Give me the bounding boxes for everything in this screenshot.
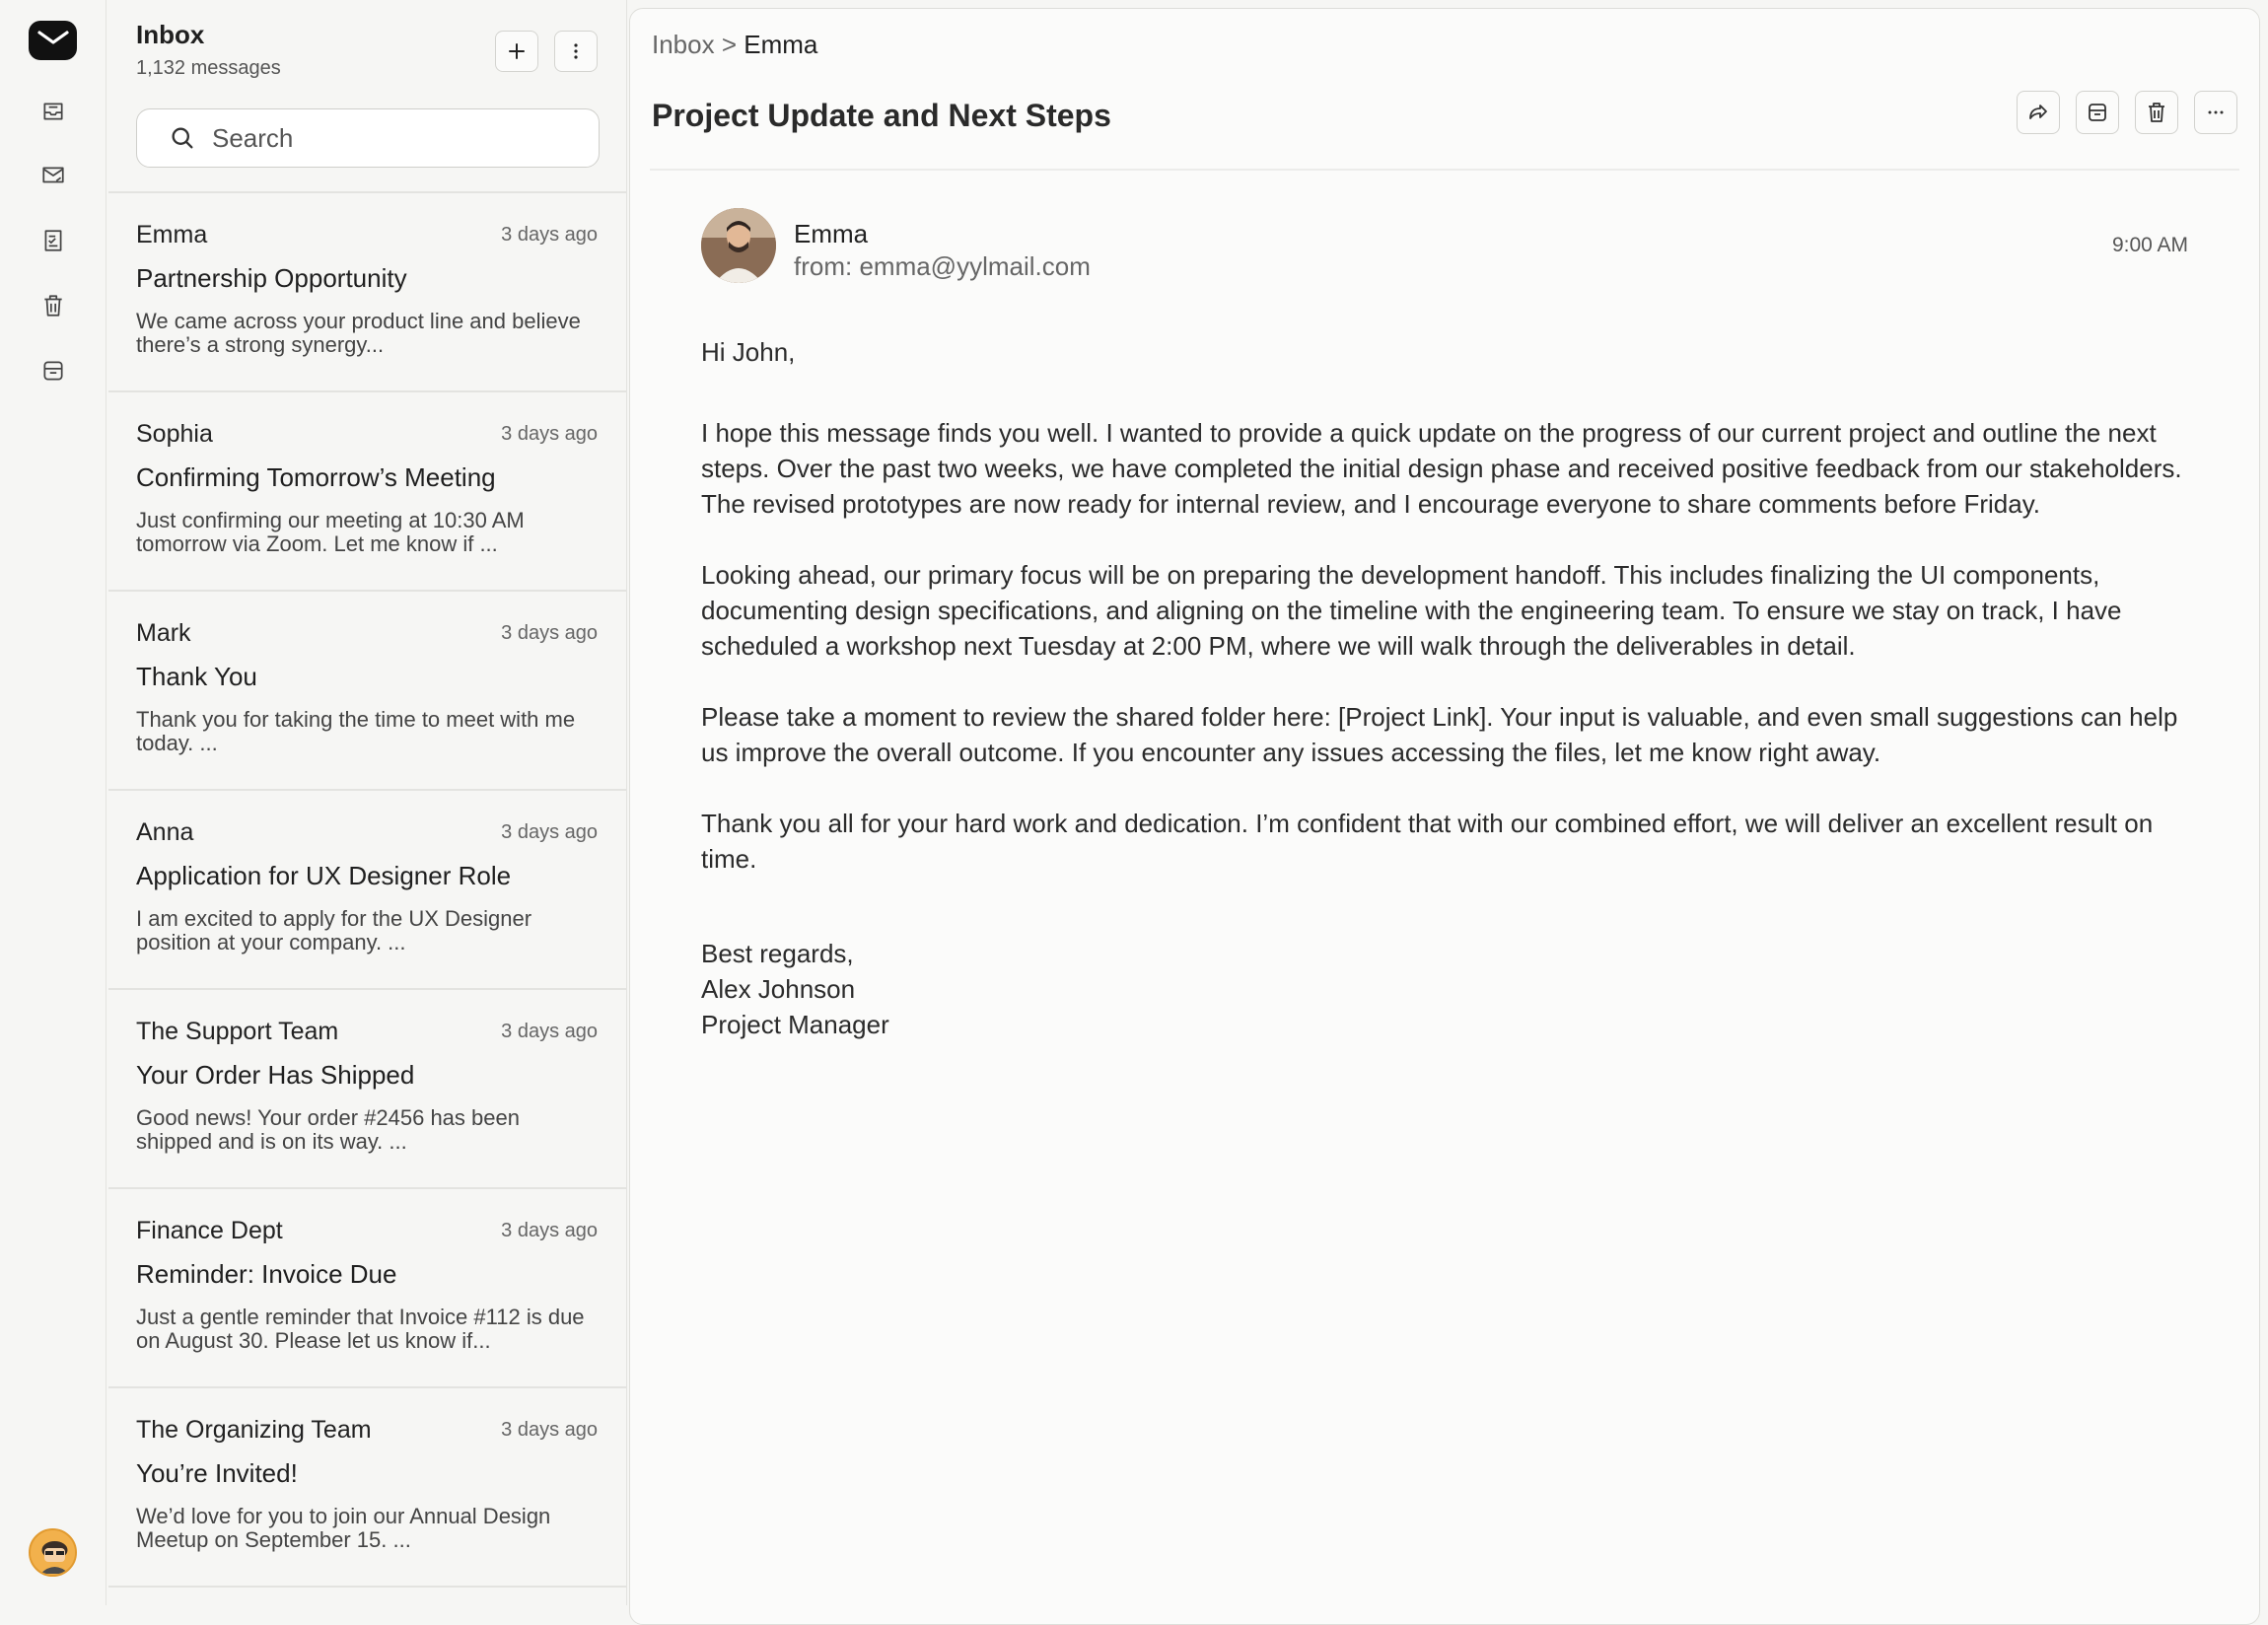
trash-icon: [2145, 101, 2168, 124]
signature-name: Alex Johnson: [701, 974, 856, 1004]
item-subject: Your Order Has Shipped: [136, 1060, 415, 1090]
trash-icon[interactable]: [35, 288, 71, 323]
more-vertical-icon: [566, 41, 586, 61]
body-paragraph: I hope this message finds you well. I wanted to provide a quick update on the progress of our current project and outline the next steps. Over the past two weeks, we have completed the initial design phase and received positive feedback from our stakeholders. The revised prototypes are now ready for internal review, and I encourage everyone to share comments before Friday.: [701, 418, 2182, 519]
item-sender: Emma: [136, 221, 208, 248]
item-preview: Good news! Your order #2456 has been shipped and is on its way. ...: [136, 1105, 520, 1154]
item-sender: The Organizing Team: [136, 1416, 372, 1444]
message-list-item[interactable]: [108, 990, 627, 1189]
item-preview: Just a gentle reminder that Invoice #112 is due on August 30. Please let us know if...: [136, 1305, 585, 1353]
body-paragraph: Looking ahead, our primary focus will be on preparing the development handoff. This includes finalizing the UI components, documenting design specifications, and aligning on the timeline with the engineering team. To ensure we stay on track, I have scheduled a workshop next Tuesday at 2:00 PM, where we will walk through the deliverables in detail.: [701, 560, 2122, 661]
message-list-panel: [108, 0, 627, 1605]
item-time: 3 days ago: [501, 423, 598, 445]
body-paragraph: Thank you all for your hard work and dedication. I’m confident that with our combined effort, we will deliver an excellent result on time.: [701, 809, 2154, 874]
signature-title: Project Manager: [701, 1010, 889, 1039]
breadcrumb-root[interactable]: Inbox: [652, 30, 715, 59]
item-preview: Thank you for taking the time to meet with me today. ...: [136, 707, 576, 755]
breadcrumb-current: Emma: [744, 30, 818, 59]
item-subject: Reminder: Invoice Due: [136, 1259, 397, 1289]
item-time: 3 days ago: [501, 821, 598, 843]
message-list-item[interactable]: [108, 791, 627, 990]
search-box[interactable]: [136, 108, 600, 168]
message-list-item[interactable]: [108, 392, 627, 592]
breadcrumb: [652, 30, 817, 60]
archive-icon: [2086, 101, 2109, 124]
sender-email: from: emma@yylmail.com: [794, 251, 1091, 281]
item-subject: Partnership Opportunity: [136, 263, 407, 293]
message-count: 1,132 messages: [136, 57, 281, 79]
item-preview: I am excited to apply for the UX Designer position at your company. ...: [136, 906, 532, 954]
list-more-button[interactable]: [554, 31, 598, 72]
message-list-item[interactable]: [108, 1388, 627, 1588]
more-horizontal-icon: [2204, 101, 2228, 124]
item-sender: Sophia: [136, 420, 213, 448]
mail-send-icon[interactable]: [35, 158, 71, 193]
item-preview: We came across your product line and believe there’s a strong synergy...: [136, 309, 581, 357]
item-sender: Finance Dept: [136, 1217, 283, 1244]
item-time: 3 days ago: [501, 1021, 598, 1042]
reading-pane: [629, 8, 2260, 1625]
item-time: 3 days ago: [501, 1419, 598, 1441]
compose-button[interactable]: [495, 31, 538, 72]
app-rail: [0, 0, 106, 1605]
inbox-icon[interactable]: [35, 94, 71, 129]
message-time: 9:00 AM: [2111, 234, 2188, 256]
item-time: 3 days ago: [501, 224, 598, 246]
archive-button[interactable]: [2076, 91, 2119, 134]
list-title: Inbox: [136, 20, 205, 49]
body-paragraph: Please take a moment to review the shared folder here: [Project Link]. Your input is valuable, and even small suggestions can help us improve the overall outcome. If you encounter any issues accessing the files, let me know right away.: [701, 702, 2178, 767]
item-sender: Anna: [136, 818, 194, 846]
breadcrumb-separator: >: [721, 30, 738, 59]
item-time: 3 days ago: [501, 622, 598, 644]
item-subject: Thank You: [136, 662, 257, 691]
item-time: 3 days ago: [501, 1220, 598, 1241]
sender-avatar[interactable]: [701, 208, 776, 283]
message-list-item[interactable]: [108, 193, 627, 392]
message-list-item[interactable]: [108, 592, 627, 791]
item-sender: The Support Team: [136, 1018, 339, 1045]
message-subject: Project Update and Next Steps: [652, 98, 1111, 133]
search-input[interactable]: [210, 122, 585, 155]
plus-icon: [507, 41, 527, 61]
delete-button[interactable]: [2135, 91, 2178, 134]
signature: [701, 936, 889, 1042]
forward-button[interactable]: [2017, 91, 2060, 134]
item-subject: Application for UX Designer Role: [136, 861, 512, 890]
item-preview: Just confirming our meeting at 10:30 AM tomorrow via Zoom. Let me know if ...: [136, 508, 525, 556]
forward-icon: [2026, 101, 2050, 124]
header-divider: [650, 169, 2239, 171]
archive-icon[interactable]: [35, 353, 71, 389]
message-list-item[interactable]: [108, 1189, 627, 1388]
item-subject: You’re Invited!: [136, 1458, 298, 1488]
more-button[interactable]: [2194, 91, 2237, 134]
message-items: [108, 193, 627, 1588]
greeting: Hi John,: [701, 337, 796, 367]
message-body: [701, 334, 2200, 912]
item-preview: We’d love for you to join our Annual Design Meetup on September 15. ...: [136, 1504, 551, 1552]
user-avatar[interactable]: [29, 1528, 77, 1577]
signoff-line: Best regards,: [701, 939, 854, 968]
item-sender: Mark: [136, 619, 191, 647]
item-subject: Confirming Tomorrow’s Meeting: [136, 462, 496, 492]
drafts-icon[interactable]: [35, 223, 71, 258]
sender-name: Emma: [794, 219, 869, 248]
search-icon: [169, 124, 196, 152]
mail-logo-icon[interactable]: [29, 21, 77, 60]
